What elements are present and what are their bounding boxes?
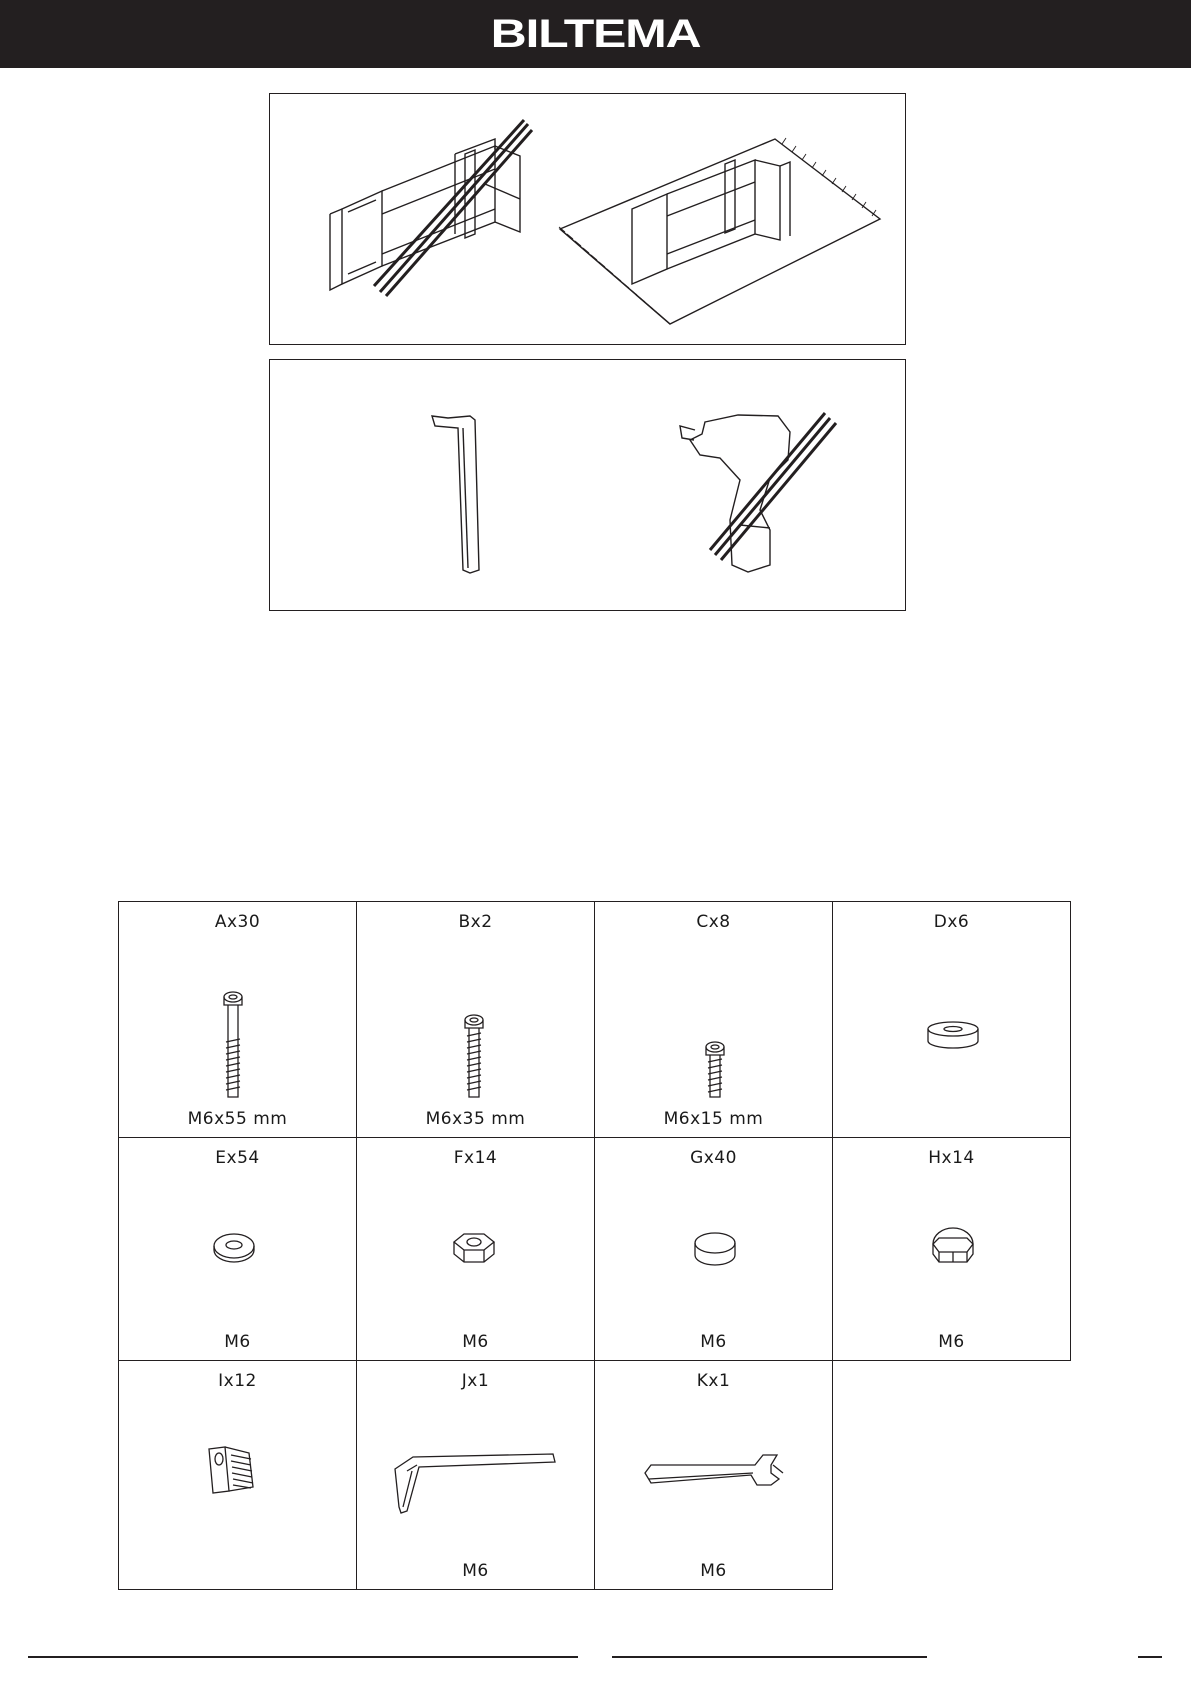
part-code: Cx8 <box>696 912 731 932</box>
part-cell-a <box>118 901 357 1138</box>
footer-divider-right <box>1138 1656 1162 1658</box>
bolt-long-icon <box>119 902 358 1139</box>
allen-key-icon <box>357 1361 596 1591</box>
part-code: Bx2 <box>458 912 493 932</box>
part-cell-j <box>356 1360 595 1590</box>
frame-on-sheet-icon <box>632 160 790 284</box>
tools-instruction-panel <box>269 359 906 611</box>
part-cell-g <box>594 1137 833 1361</box>
hex-nut-icon <box>357 1138 596 1362</box>
part-code: Ex54 <box>215 1148 260 1168</box>
part-size: M6x15 mm <box>663 1109 764 1129</box>
washer-icon <box>119 1138 358 1362</box>
part-size: M6 <box>700 1332 727 1352</box>
part-cell-f <box>356 1137 595 1361</box>
cap-nut-icon <box>833 1138 1072 1362</box>
tools-instruction-figure <box>270 360 907 612</box>
footer-divider-middle <box>612 1656 927 1658</box>
threaded-insert-icon <box>119 1361 358 1591</box>
part-size: M6x35 mm <box>425 1109 526 1129</box>
part-cell-b <box>356 901 595 1138</box>
footer-divider-left <box>28 1656 578 1658</box>
power-drill-icon <box>680 415 790 572</box>
prohibited-cross-icon <box>710 413 836 560</box>
part-size: M6 <box>938 1332 965 1352</box>
frame-on-floor-icon <box>330 139 520 290</box>
part-size: M6 <box>700 1561 727 1581</box>
part-size: M6 <box>224 1332 251 1352</box>
allen-key-tool-icon <box>432 416 479 573</box>
surface-instruction-figure <box>270 94 907 346</box>
spacer-ring-icon <box>833 902 1072 1139</box>
part-code: Ax30 <box>214 912 261 932</box>
part-code: Gx40 <box>690 1148 737 1168</box>
bolt-short-icon <box>595 902 834 1139</box>
surface-instruction-panel <box>269 93 906 345</box>
part-size: M6 <box>462 1332 489 1352</box>
part-size: M6x55 mm <box>187 1109 288 1129</box>
part-code: Fx14 <box>453 1148 498 1168</box>
bolt-medium-icon <box>357 902 596 1139</box>
part-code: Ix12 <box>218 1371 257 1391</box>
protective-sheet-icon <box>560 139 880 324</box>
part-cell-i <box>118 1360 357 1590</box>
part-code: Dx6 <box>933 912 970 932</box>
part-cell-e <box>118 1137 357 1361</box>
wrench-icon <box>595 1361 834 1591</box>
part-size: M6 <box>462 1561 489 1581</box>
part-code: Kx1 <box>696 1371 731 1391</box>
part-cell-k <box>594 1360 833 1590</box>
part-cell-h <box>832 1137 1071 1361</box>
cover-cap-icon <box>595 1138 834 1362</box>
sheet-edge-ticks <box>559 138 876 316</box>
part-cell-c <box>594 901 833 1138</box>
part-cell-d <box>832 901 1071 1138</box>
part-code: Jx1 <box>461 1371 490 1391</box>
part-code: Hx14 <box>928 1148 975 1168</box>
brand-logo: BILTEMA <box>490 12 701 56</box>
